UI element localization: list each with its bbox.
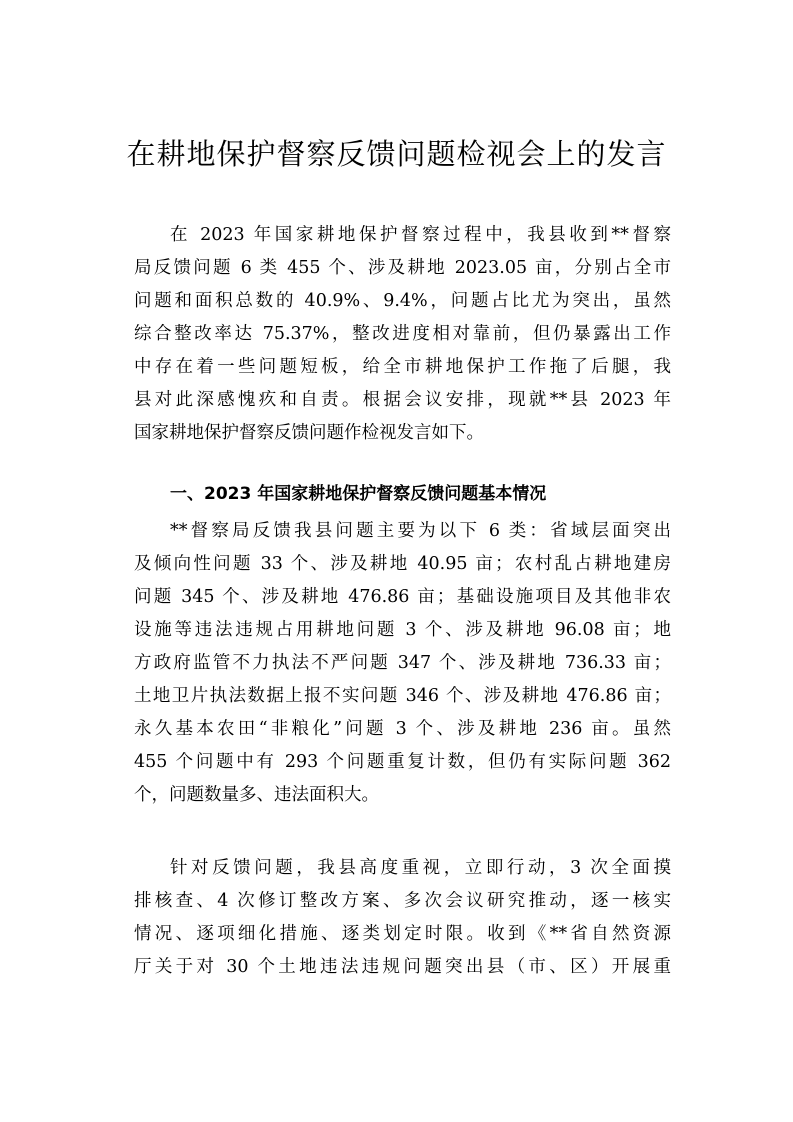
text-line: 在 2023 年国家耕地保护督察过程中，我县收到**督察 [170, 225, 671, 245]
text-line: 综合整改率达 75.37%，整改进度相对靠前，但仍暴露出工作 [134, 324, 671, 344]
section-heading-1: 一、2023 年国家耕地保护督察反馈问题基本情况 [170, 484, 547, 504]
text-line: 永久基本农田“非粮化”问题 3 个、涉及耕地 236 亩。虽然 [134, 719, 671, 739]
text-line: 问题和面积总数的 40.9%、9.4%，问题占比尤为突出，虽然 [134, 291, 671, 311]
text-line: 及倾向性问题 33 个、涉及耕地 40.95 亩；农村乱占耕地建房 [134, 554, 671, 574]
text-line: 厅关于对 30 个土地违法违规问题突出县（市、区）开展重 [134, 957, 671, 977]
text-line: 设施等违法违规占用耕地问题 3 个、涉及耕地 96.08 亩；地 [134, 620, 671, 640]
paragraph-response [134, 852, 671, 984]
text-line: 排核查、4 次修订整改方案、多次会议研究推动，逐一核实 [134, 891, 671, 911]
paragraph-problems [134, 515, 671, 812]
text-line: 个，问题数量多、违法面积大。 [134, 785, 379, 805]
paragraph-intro [134, 219, 671, 450]
text-line: 国家耕地保护督察反馈问题作检视发言如下。 [134, 423, 484, 443]
text-line: 针对反馈问题，我县高度重视，立即行动，3 次全面摸 [170, 858, 671, 878]
text-line: 455 个问题中有 293 个问题重复计数，但仍有实际问题 362 [134, 752, 671, 772]
text-line: 问题 345 个、涉及耕地 476.86 亩；基础设施项目及其他非农 [134, 587, 671, 607]
text-line: 局反馈问题 6 类 455 个、涉及耕地 2023.05 亩，分别占全市 [134, 258, 671, 278]
text-line: 情况、逐项细化措施、逐类划定时限。收到《**省自然资源 [134, 924, 671, 944]
text-line: 土地卫片执法数据上报不实问题 346 个、涉及耕地 476.86 亩； [134, 686, 671, 706]
text-line: 县对此深感愧疚和自责。根据会议安排，现就**县 2023 年 [134, 390, 671, 410]
text-line: 方政府监管不力执法不严问题 347 个、涉及耕地 736.33 亩； [134, 653, 671, 673]
text-line: 中存在着一些问题短板，给全市耕地保护工作拖了后腿，我 [134, 357, 671, 377]
document-title: 在耕地保护督察反馈问题检视会上的发言 [126, 137, 667, 171]
text-line: **督察局反馈我县问题主要为以下 6 类：省域层面突出 [170, 521, 671, 541]
